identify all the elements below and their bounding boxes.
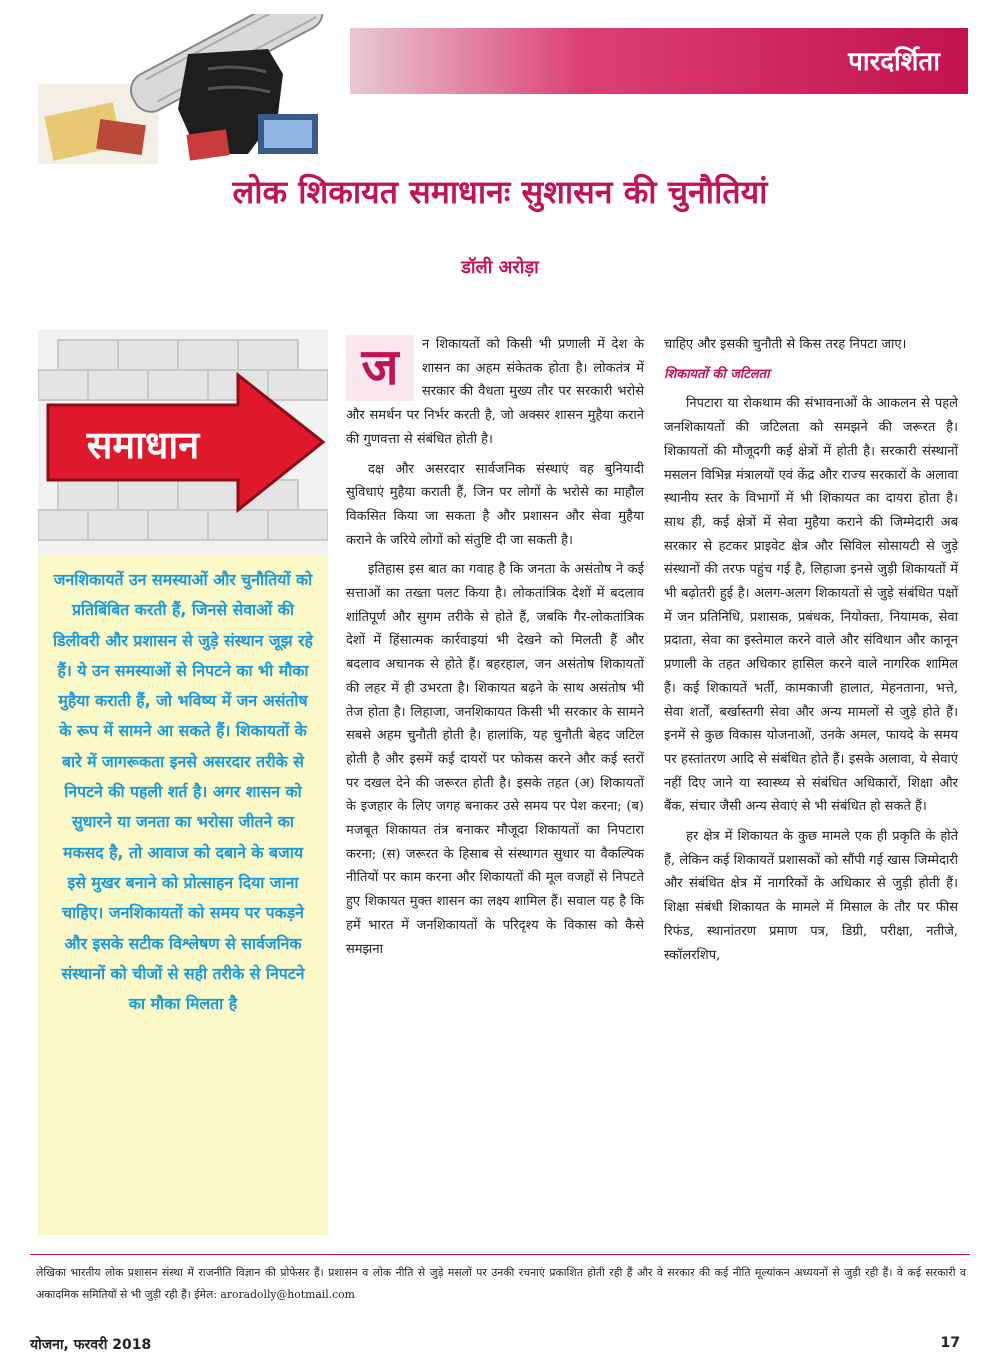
paragraph: इतिहास इस बात का गवाह है कि जनता के असंतोष ने कई सत्ताओं का तख्ता पलट किया है। लोकतांत्रिक देशों में बदलाव शांतिपूर्ण और सुगम तरीके से होते हैं, जबकि गैर-लोकतांत्रिक देशों में हिंसात्मक कार्रवाइयां भी देखने को मिलती हैं और बदलाव अचानक से होते हैं। बहरहाल, जन असंतोष शिकायतों की लहर में ही उभरता है। शिकायत बढ़ने के साथ असंतोष भी तेज होता है। लिहाजा, जनशिकायत किसी भी सरकार के सामने सबसे अहम चुनौती होती है। हालांकि, यह चुनौती बेहद जटिल होती है और इसमें कई दायरों पर फोकस करने और कई स्तरों पर दखल देने की जरूरत होती है। इसके तहत (अ) शिकायतों के इजहार के लिए जगह बनाकर उसे समय पर पेश करना; (ब) मजबूत शिकायत तंत्र बनाकर मौजूदा शिकायतों का निपटारा करना; (स) जरूरत के हिसाब से संस्थागत सुधार या वैकल्पिक नीतियों पर काम करना और शिकायतों की मूल वजहों से निपटते हुए शिकायत मुक्त शासन का लक्ष्य शामिल हैं। सवाल यह है कि हमें भारत में जनशिकायतों के परिदृश्य के विकास को कैसे समझना (346, 562, 644, 957)
footnote-divider (30, 1254, 970, 1255)
page-number: 17 (940, 1335, 960, 1351)
pull-quote (38, 555, 328, 1235)
section-banner (350, 28, 968, 94)
hero-illustration (38, 14, 338, 164)
page-title: लोक शिकायत समाधानः सुशासन की चुनौतियां (232, 173, 768, 211)
section-label: पारदर्शिता (848, 47, 940, 77)
paragraph: हर क्षेत्र में शिकायत के कुछ मामले एक ही प्रकृति के होते हैं, लेकिन कई शिकायतें प्रशासकों को सौंपी गई खास जिम्मेदारी और संबंधित क्षेत्र में नागरिकों के अधिकार से जुड़ी होती हैं। शिक्षा संबंधी शिकायत के मामले में मिसाल के तौर पर फीस रिफंड, स्थानांतरण प्रमाण पत्र, डिग्री, परीक्षा, नतीजे, स्कॉलरशिप, (664, 829, 958, 963)
side-image (38, 330, 328, 555)
pull-quote-text: जनशिकायतें उन समस्याओं और चुनौतियों को प्रतिबिंबित करती हैं, जिनसे सेवाओं की डिलीवरी और प्रशासन से जुड़े संस्थान जूझ रहे हैं। ये उन समस्याओं से निपटने का भी मौका मुहैया कराती हैं, जो भविष्य में जन असंतोष के रूप में सामने आ सकते हैं। शिकायतों के बारे में जागरूकता इनसे असरदार तरीके से निपटने की पहली शर्त है। अगर शासन को सुधारने या जनता का भरोसा जीतने का मकसद है, तो आवाज को दबाने के बजाय इसे मुखर बनाने को प्रोत्साहन दिया जाना चाहिए। जनशिकायतों को समय पर पकड़ने और इसके सटीक विश्लेषण से सार्वजनिक संस्थानों को चीजों से सही तरीके से निपटने का मौका मिलता है (53, 570, 313, 1014)
paragraph: न शिकायतों को किसी भी प्रणाली में देश के शासन का अहम संकेतक होता है। लोकतंत्र में सरकार की वैधता मुख्य तौर पर सरकारी भरोसे और समर्थन पर निर्भर करती है, जो अक्सर शासन मुहैया कराने की गुणवत्ता से संबंधित होती है। (346, 337, 644, 447)
author-footnote: लेखिका भारतीय लोक प्रशासन संस्था में राजनीति विज्ञान की प्रोफेसर हैं। प्रशासन व लोक नीति से जुड़े मसलों पर उनकी रचनाएं प्रकाशित होती रही हैं और वे सरकार की कई नीति मूल्यांकन अध्ययनों से जुड़ी रही हैं। वे कई सरकारी व अकादमिक समितियों से भी जुड़ी रही हैं। ईमेल: aroradolly@hotmail.com (36, 1266, 966, 1301)
paragraph: निपटारा या रोकथाम की संभावनाओं के आकलन से पहले जनशिकायतों की जटिलता को समझने की जरूरत है। शिकायतों की मौजूदगी कई क्षेत्रों में होती है। सरकारी संस्थानों मसलन विभिन्न मंत्रालयों एवं केंद्र और राज्य सरकारों के अलावा स्थानीय स्तर के विभागों में भी शिकायत का दायरा होता है। साथ ही, कई क्षेत्रों में सेवा मुहैया कराने की जिम्मेदारी अब सरकार से हटकर प्राइवेट क्षेत्र और सिविल सोसायटी से जुड़े संस्थानों की तरफ पहुंच गई है, लिहाजा इनसे जुड़ी शिकायतों में भी बढ़ोतरी हुई है। अलग-अलग शिकायतों से जुड़े संबंधित पक्षों में जन प्रतिनिधि, प्रशासक, प्रबंधक, नियोक्ता, नियामक, सेवा प्रदाता, सेवा का इस्तेमाल करने वाले और संविधान और कानून प्रणाली के तहत अधिकार हासिल करने वाले नागरिक शामिल हैं। कई शिकायतें भर्ती, कामकाजी हालात, मेहनताना, भत्ते, सेवा शर्तों, बर्खास्तगी सेवा और अन्य मामलों से जुड़े होते हैं। इनमें से कुछ विकास योजनाओं, उनके अमल, फायदे के समय पर हस्तांतरण आदि से संबंधित होते हैं। इसके अलावा, ये सेवाएं नहीं दिए जाने या स्वास्थ्य से संबंधित अधिकारों, शिक्षा और बैंक, संचार जैसी अन्य सेवाएं से भी संबंधित हो सकते हैं। (664, 396, 958, 815)
article-column-1 (346, 333, 644, 967)
drop-cap: ज (346, 335, 414, 401)
side-image-label: समाधान (86, 423, 200, 467)
paragraph: दक्ष और असरदार सार्वजनिक संस्थाएं वह बुनियादी सुविधाएं मुहैया कराती हैं, जिन पर लोगों के भरोसे का माहौल विकसित किया जा सकता है और प्रशासन और सेवा मुहैया कराने के जरिये लोगों को संतुष्टि दी जा सकती है। (346, 461, 644, 548)
section-subheading: शिकायतों की जटिलता (664, 366, 770, 382)
article-column-2 (664, 333, 958, 973)
paragraph: चाहिए और इसकी चुनौती से किस तरह निपटा जाए। (664, 337, 907, 352)
publication-footer: योजना, फरवरी 2018 (30, 1337, 152, 1353)
author-name: डॉली अरोड़ा (461, 257, 539, 278)
